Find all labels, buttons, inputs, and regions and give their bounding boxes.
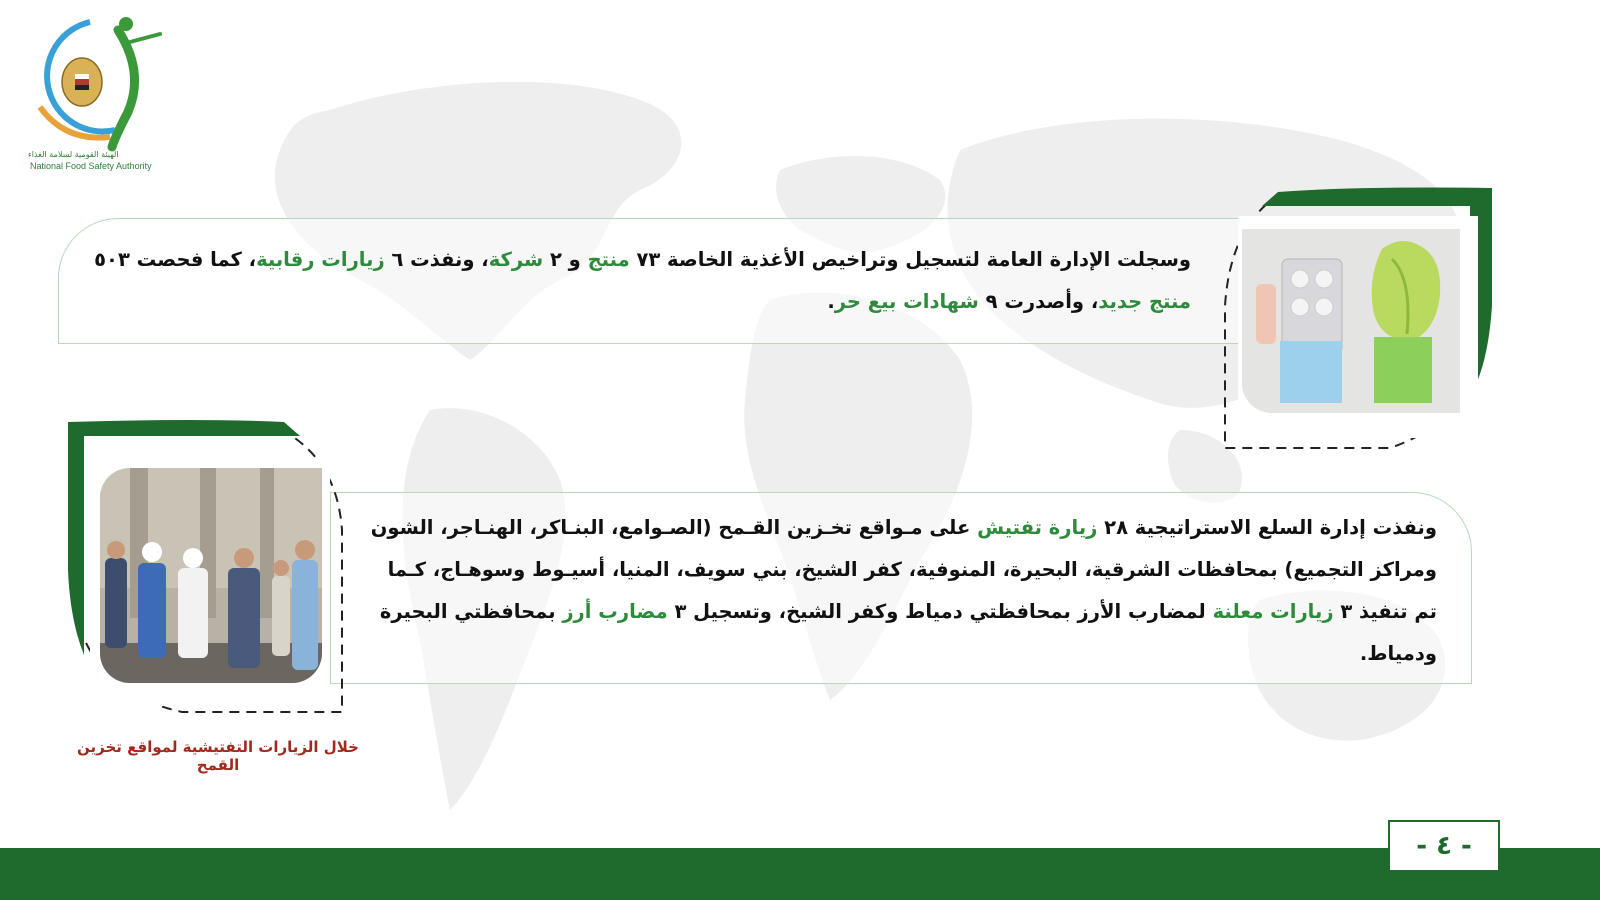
highlighted-phrase: زيارات رقابية [256, 248, 385, 271]
section-strategic-commodities [330, 492, 1472, 684]
paragraph-segment: على مـواقع تخـزين القـمح (الصـوامع، البنـاكر، الهنـاجر، الشون ومراكز التجميع) بمحافظات الشرقية، البحيرة، المنوفية، كفر الشيخ، بني سويف، المنيا، أسيـوط وسوهـاج، كـما تم تنفيذ ٣ [370, 516, 1437, 623]
paragraph-segment: وسجلت الإدارة العامة لتسجيل وتراخيص الأغذية الخاصة ٧٣ [629, 248, 1191, 271]
paragraph-segment: لمضارب الأرز بمحافظتي دمياط وكفر الشيخ، وتسجيل ٣ [667, 600, 1213, 623]
highlighted-phrase: زيارات معلنة [1212, 600, 1334, 623]
paragraph-segment: بمحافظتي البحيرة ودمياط. [379, 600, 1437, 665]
section-registration [58, 218, 1240, 344]
paragraph-segment: ، ونفذت ٦ [384, 248, 489, 271]
paragraph-segment: ونفذت إدارة السلع الاستراتيجية ٢٨ [1097, 516, 1437, 539]
photo-caption: خلال الزيارات التفتيشية لمواقع تخزين القمح [77, 738, 359, 774]
paragraph-segment: ، وأصدرت ٩ [978, 290, 1099, 313]
logo-name-arabic: الهيئة القومية لسلامة الغذاء [28, 150, 119, 159]
footer-bar [0, 848, 1600, 900]
highlighted-phrase: شهادات بيع حر [834, 290, 979, 313]
logo-name-english: National Food Safety Authority [30, 161, 152, 171]
paragraph-segment: . [827, 290, 835, 313]
section-registration-text [71, 239, 1191, 323]
highlighted-phrase: منتج [587, 248, 630, 271]
paragraph-segment: ، كما فحصت ٥٠٣ [94, 248, 257, 271]
highlighted-phrase: زيارة تفتيش [977, 516, 1098, 539]
inspection-photo [100, 468, 322, 683]
highlighted-phrase: منتج جديد [1098, 290, 1191, 313]
product-photo [1242, 229, 1460, 413]
page-number: - ٤ - [1388, 820, 1500, 872]
section-strategic-text [367, 507, 1437, 675]
paragraph-segment: و ٢ [543, 248, 588, 271]
logo-badge-text: NFSA [111, 76, 133, 109]
highlighted-phrase: مضارب أرز [562, 600, 668, 623]
highlighted-phrase: شركة [488, 248, 544, 271]
